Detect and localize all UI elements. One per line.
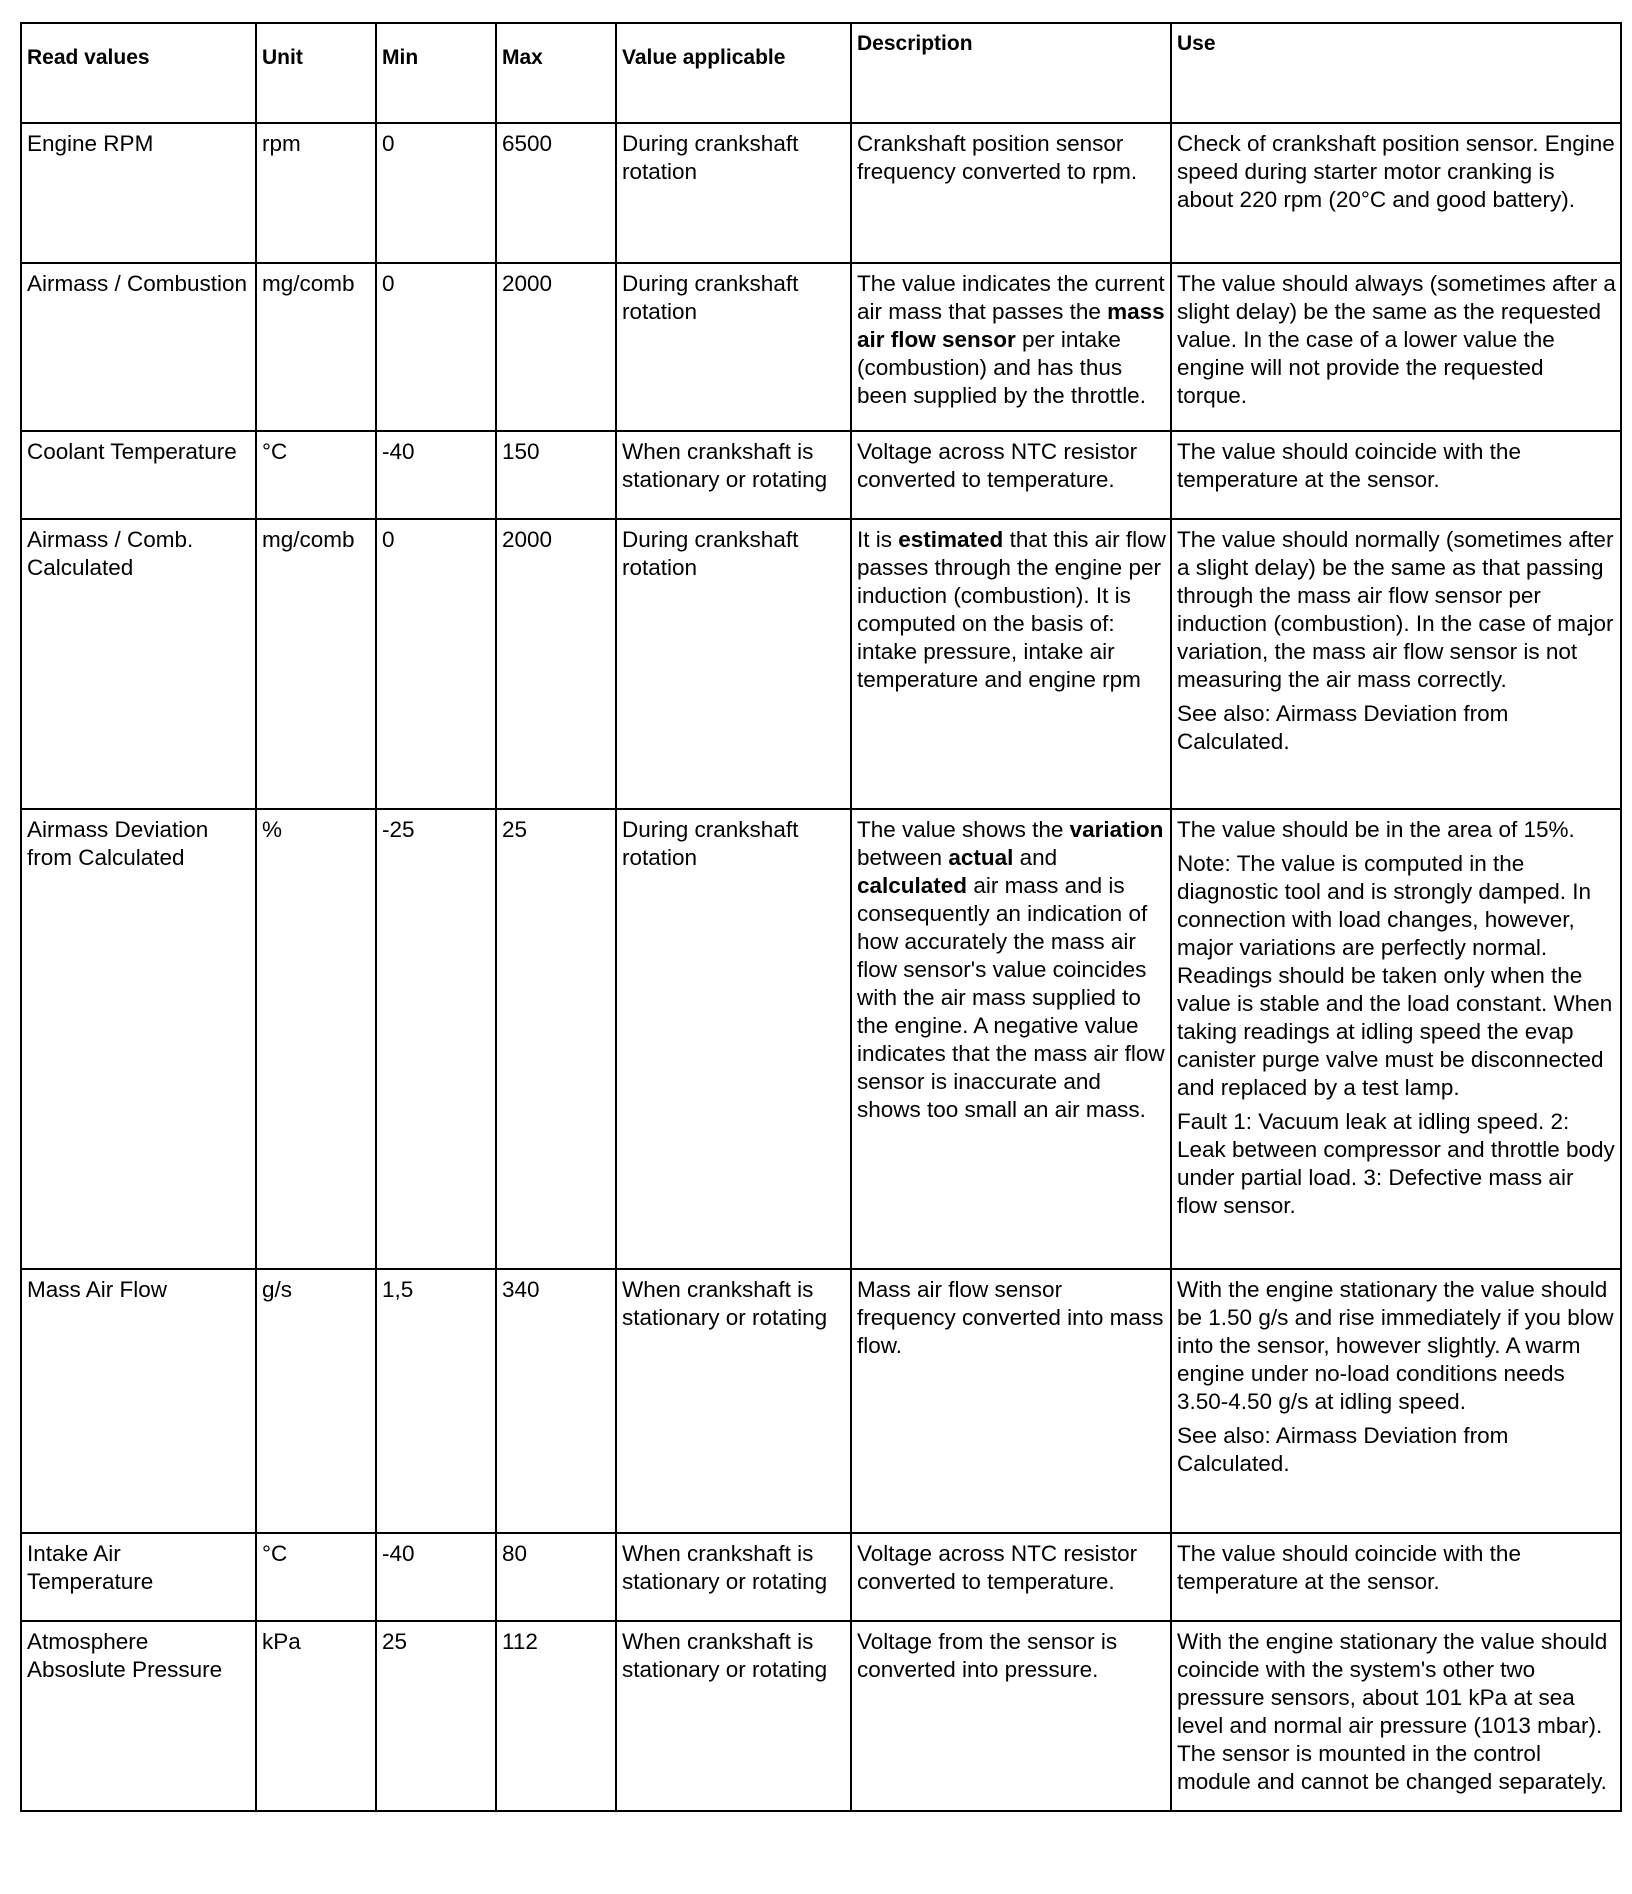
table-row — [21, 809, 1621, 1269]
table-row — [21, 1269, 1621, 1533]
use-cell — [1171, 519, 1621, 809]
max-cell: 6500 — [496, 123, 616, 263]
use-paragraph: With the engine stationary the value should coincide with the system's other two pressure sensors, about 101 kPa at sea level and normal air pressure (1013 mbar). The sensor is mounted in the control module and cannot be changed separately. — [1177, 1629, 1608, 1794]
header-unit: Unit — [256, 23, 376, 123]
description-cell: The value shows the variation between actual and calculated air mass and is consequently an indication of how accurately the mass air flow sensor's value coincides with the air mass supplied to the engine. A negative value indicates that the mass air flow sensor is inaccurate and shows too small an air mass. — [851, 809, 1171, 1269]
description-cell: Voltage from the sensor is converted into pressure. — [851, 1621, 1171, 1811]
max-cell: 2000 — [496, 519, 616, 809]
use-paragraph: Fault 1: Vacuum leak at idling speed. 2: Leak between compressor and throttle body under partial load. 3: Defective mass air flow sensor. — [1177, 1109, 1615, 1218]
min-cell: -25 — [376, 809, 496, 1269]
use-cell — [1171, 431, 1621, 519]
max-cell: 2000 — [496, 263, 616, 431]
min-cell: 1,5 — [376, 1269, 496, 1533]
use-paragraph: The value should be in the area of 15%. — [1177, 817, 1575, 842]
read-value-cell: Coolant Temperature — [21, 431, 256, 519]
description-cell: Crankshaft position sensor frequency converted to rpm. — [851, 123, 1171, 263]
use-paragraph: With the engine stationary the value should be 1.50 g/s and rise immediately if you blow into the sensor, however slightly. A warm engine under no-load conditions needs 3.50-4.50 g/s at idling speed. — [1177, 1277, 1614, 1414]
description-cell: The value indicates the current air mass that passes the mass air flow sensor per intake (combustion) and has thus been supplied by the throttle. — [851, 263, 1171, 431]
min-cell: 0 — [376, 519, 496, 809]
value-applicable-cell: When crankshaft is stationary or rotating — [616, 1533, 851, 1621]
max-cell: 340 — [496, 1269, 616, 1533]
unit-cell: °C — [256, 431, 376, 519]
use-cell — [1171, 1621, 1621, 1811]
use-cell — [1171, 123, 1621, 263]
description-cell: Mass air flow sensor frequency converted into mass flow. — [851, 1269, 1171, 1533]
header-use: Use — [1171, 23, 1621, 123]
value-applicable-cell: When crankshaft is stationary or rotating — [616, 431, 851, 519]
use-cell — [1171, 263, 1621, 431]
table-row — [21, 1621, 1621, 1811]
unit-cell: °C — [256, 1533, 376, 1621]
use-paragraph: The value should normally (sometimes after a slight delay) be the same as that passing through the mass air flow sensor per induction (combustion). In the case of major variation, the mass air flow sensor is not measuring the air mass correctly. — [1177, 527, 1614, 692]
read-value-cell: Engine RPM — [21, 123, 256, 263]
min-cell: 25 — [376, 1621, 496, 1811]
value-applicable-cell: During crankshaft rotation — [616, 519, 851, 809]
max-cell: 112 — [496, 1621, 616, 1811]
header-min: Min — [376, 23, 496, 123]
min-cell: -40 — [376, 431, 496, 519]
header-read-values: Read values — [21, 23, 256, 123]
unit-cell: kPa — [256, 1621, 376, 1811]
table-row — [21, 1533, 1621, 1621]
max-cell: 25 — [496, 809, 616, 1269]
max-cell: 80 — [496, 1533, 616, 1621]
table-row — [21, 263, 1621, 431]
read-values-table — [20, 22, 1622, 1812]
use-paragraph: See also: Airmass Deviation from Calculated. — [1177, 1423, 1509, 1476]
description-cell: Voltage across NTC resistor converted to temperature. — [851, 431, 1171, 519]
read-value-cell: Atmosphere Absoslute Pressure — [21, 1621, 256, 1811]
header-description: Description — [851, 23, 1171, 123]
unit-cell: mg/comb — [256, 263, 376, 431]
use-paragraph: Check of crankshaft position sensor. Engine speed during starter motor cranking is about 220 rpm (20°C and good battery). — [1177, 131, 1615, 212]
use-paragraph: The value should always (sometimes after a slight delay) be the same as the requested value. In the case of a lower value the engine will not provide the requested torque. — [1177, 271, 1616, 408]
value-applicable-cell: During crankshaft rotation — [616, 809, 851, 1269]
unit-cell: mg/comb — [256, 519, 376, 809]
header-value-applicable: Value applicable — [616, 23, 851, 123]
unit-cell: rpm — [256, 123, 376, 263]
unit-cell: % — [256, 809, 376, 1269]
read-value-cell: Airmass / Combustion — [21, 263, 256, 431]
table-row — [21, 519, 1621, 809]
value-applicable-cell: During crankshaft rotation — [616, 123, 851, 263]
table-row — [21, 431, 1621, 519]
description-cell: It is estimated that this air flow passes through the engine per induction (combustion). It is computed on the basis of: intake pressure, intake air temperature and engine rpm — [851, 519, 1171, 809]
min-cell: -40 — [376, 1533, 496, 1621]
table-header — [21, 23, 1621, 123]
use-paragraph: See also: Airmass Deviation from Calculated. — [1177, 701, 1509, 754]
value-applicable-cell: During crankshaft rotation — [616, 263, 851, 431]
read-value-cell: Airmass Deviation from Calculated — [21, 809, 256, 1269]
table-body — [21, 123, 1621, 1811]
use-paragraph: The value should coincide with the temperature at the sensor. — [1177, 439, 1521, 492]
table-row — [21, 123, 1621, 263]
use-cell — [1171, 1269, 1621, 1533]
use-cell — [1171, 809, 1621, 1269]
read-value-cell: Mass Air Flow — [21, 1269, 256, 1533]
use-cell — [1171, 1533, 1621, 1621]
description-cell: Voltage across NTC resistor converted to temperature. — [851, 1533, 1171, 1621]
header-max: Max — [496, 23, 616, 123]
value-applicable-cell: When crankshaft is stationary or rotating — [616, 1269, 851, 1533]
value-applicable-cell: When crankshaft is stationary or rotating — [616, 1621, 851, 1811]
min-cell: 0 — [376, 263, 496, 431]
max-cell: 150 — [496, 431, 616, 519]
read-value-cell: Airmass / Comb. Calculated — [21, 519, 256, 809]
unit-cell: g/s — [256, 1269, 376, 1533]
min-cell: 0 — [376, 123, 496, 263]
header-row — [21, 23, 1621, 123]
use-paragraph: The value should coincide with the temperature at the sensor. — [1177, 1541, 1521, 1594]
read-value-cell: Intake Air Temperature — [21, 1533, 256, 1621]
use-paragraph: Note: The value is computed in the diagnostic tool and is strongly damped. In connection with load changes, however, major variations are perfectly normal. Readings should be taken only when the value is stable and the load constant. When taking readings at idling speed the evap canister purge valve must be disconnected and replaced by a test lamp. — [1177, 851, 1613, 1100]
